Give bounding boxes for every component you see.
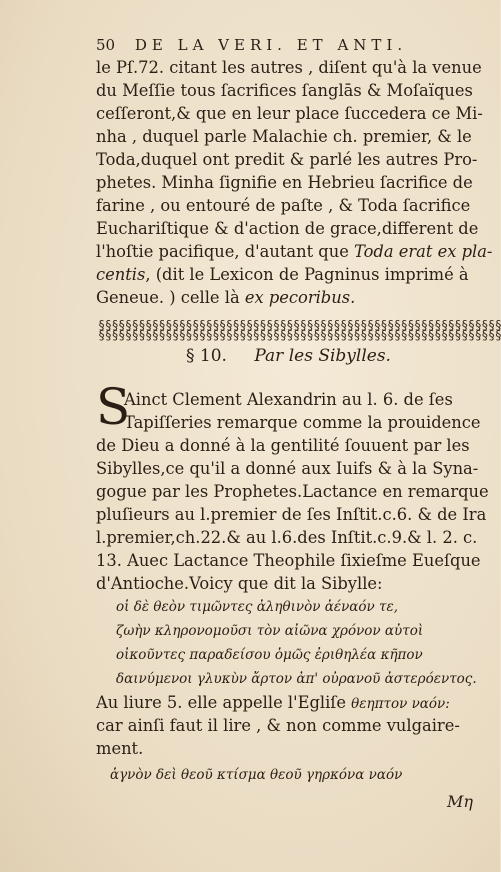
ornament-band — [98, 318, 501, 342]
page-number: 50 — [96, 36, 116, 54]
text-span: , (dit le Lexicon de Pagninus imprimé à — [145, 265, 469, 284]
catchword: Μη — [447, 792, 473, 811]
text-line: Toda,duquel ont predit & parlé les autres Pro- — [96, 150, 478, 169]
text-line: l.premier,ch.22.& au l.6.des Inſtit.c.9.& l. 2. c. — [96, 528, 478, 547]
text-line: pluſieurs au l.premier de ſes Inſtit.c.6. & de Ira — [96, 505, 487, 524]
text-line — [96, 692, 472, 715]
text-line: 13. Auec Lactance Theophile ſixieſme Eueſque — [96, 551, 481, 570]
greek-verse: ἁγνὸν δεὶ θεοῦ κτίσμα θεοῦ γηρκόνα ναόν — [110, 767, 403, 783]
greek-verse: οἰκοῦντες παραδείσου ὁμῶς ἐριθηλέα κῆπον — [116, 647, 423, 663]
text-line: le Pſ.72. citant les autres , diſent qu'à la venue — [96, 58, 482, 77]
ornament-row: §§§§§§§§§§§§§§§§§§§§§§§§§§§§§§§§§§§§§§§§§§§§§§§§§§§§§§§§§§§§ — [98, 318, 501, 332]
latin-quote: ex pecoribus. — [244, 288, 356, 307]
greek-verse: ζωὴν κληρονομοῦσι τὸν αἰῶνα χρόνον αὐτοὶ — [116, 623, 424, 639]
text-line: car ainſi faut il lire , & non comme vulgaire- — [96, 716, 460, 735]
text-line: phetes. Minha ſignifie en Hebrieu ſacrifice de — [96, 173, 473, 192]
section-title: Par les Sibylles. — [254, 346, 391, 366]
latin-quote: centis — [96, 265, 146, 284]
greek-verse: δαινύμενοι γλυκὺν ἄρτον ἀπ' οὐρανοῦ ἀστερόεντος. — [116, 671, 477, 687]
text-line: nha , duquel parle Malachie ch. premier, & le — [96, 127, 472, 146]
running-header — [96, 36, 476, 54]
text-line: Tapiſſeries remarque comme la prouidence — [124, 413, 481, 432]
text-line: ceſſeront,& que en leur place ſuccedera ce Mi- — [96, 104, 483, 123]
text-line: farine , ou entouré de paſte , & Toda ſacrifice — [96, 196, 471, 215]
text-span: l'hoſtie pacifique, d'autant que — [96, 242, 355, 261]
text-span: Au liure 5. elle appelle l'Egliſe — [96, 693, 352, 712]
text-line: Ainct Clement Alexandrin au l. 6. de ſes — [124, 390, 453, 409]
section-heading — [186, 346, 391, 366]
text-line: du Meſſie tous ſacrifices ſanglās & Moſaïques — [96, 81, 473, 100]
text-line: ment. — [96, 739, 144, 758]
text-span: Geneue. ) celle là — [96, 288, 245, 307]
text-line: Sibylles,ce qu'il a donné aux Iuifs & à la Syna- — [96, 459, 479, 478]
text-line — [96, 264, 472, 286]
greek-verse: οἱ δὲ θεὸν τιμῶντες ἀληθινὸν ἀέναόν τε, — [116, 599, 399, 615]
text-line — [96, 241, 493, 263]
text-line: Euchariſtique & d'action de grace,different de — [96, 219, 479, 238]
text-line: gogue par les Prophetes.Lactance en remarque — [96, 482, 489, 501]
text-line — [96, 287, 472, 309]
running-title: DE LA VERI. ET ANTI. — [134, 36, 408, 54]
drop-capital: S — [96, 378, 131, 436]
text-line: d'Antioche.Voicy que dit la Sibylle: — [96, 574, 383, 593]
greek-word: θεηπτον ναόν: — [351, 696, 450, 712]
section-number: § 10. — [186, 346, 227, 366]
ornament-row: §§§§§§§§§§§§§§§§§§§§§§§§§§§§§§§§§§§§§§§§§§§§§§§§§§§§§§§§§§§§ — [98, 328, 501, 342]
text-line: de Dieu a donné à la gentilité ſouuent par les — [96, 436, 470, 455]
latin-quote: Toda erat ex pla- — [354, 242, 493, 261]
